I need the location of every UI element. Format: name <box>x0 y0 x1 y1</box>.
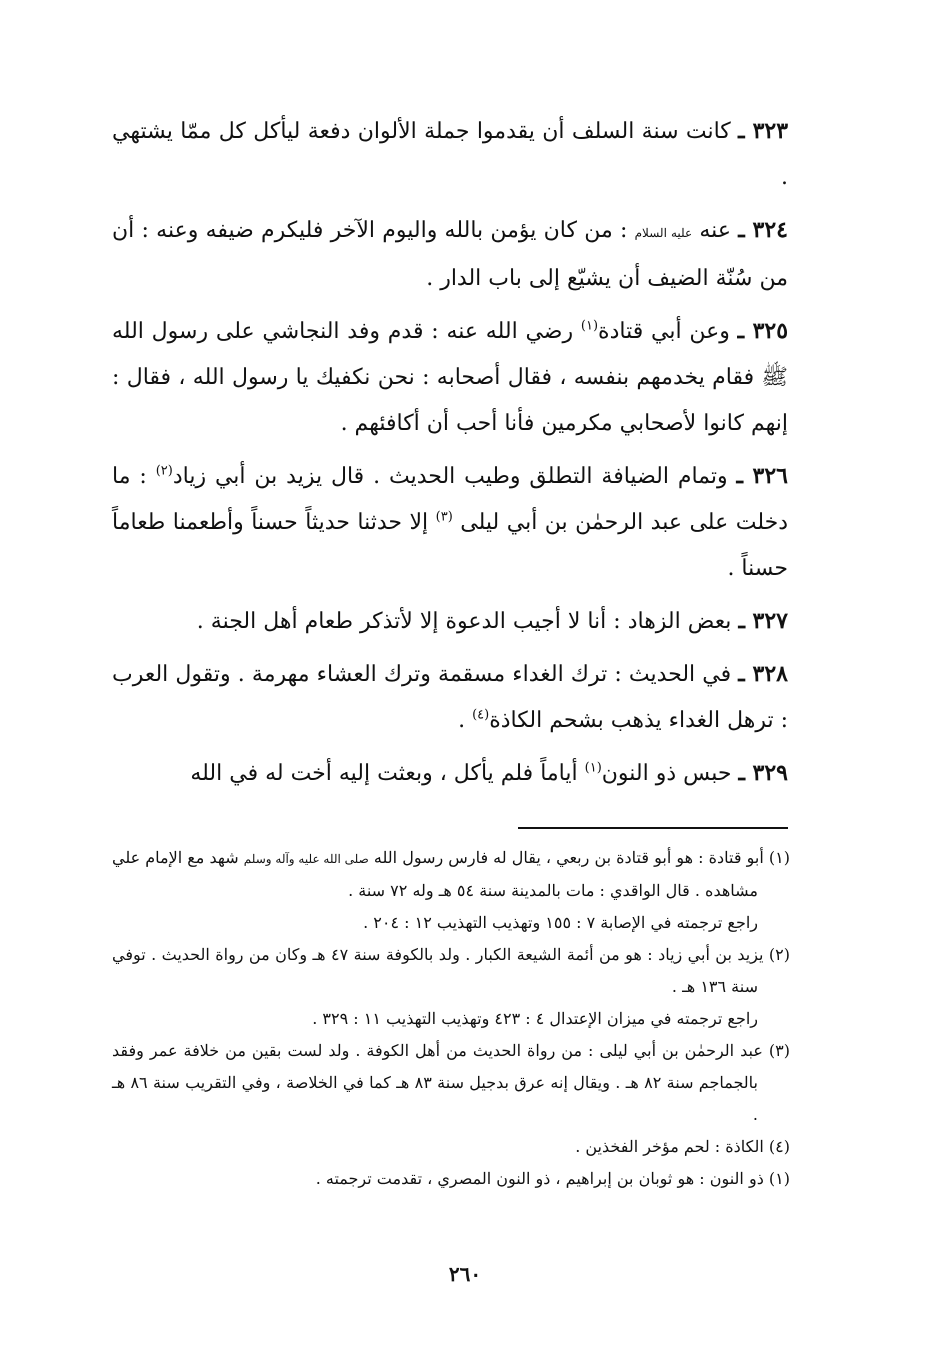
footnote-ref: (١) <box>584 760 602 776</box>
footnote-1 <box>112 842 790 907</box>
honorific-mark: صلى الله عليه وآله وسلم <box>243 852 369 866</box>
entry-323 <box>112 108 788 201</box>
entry-text: أياماً فلم يأكل ، وبعثت إليه أخت له في الله <box>190 761 578 786</box>
entry-text: في الحديث : ترك الغداء مسقمة وترك العشاء مهرمة . وتقول العرب : ترهل الغداء يذهب بشحم الكاذة <box>112 662 788 733</box>
entry-number: ٣٢٣ ـ <box>738 118 789 144</box>
footnote-text: ذو النون : هو ثوبان بن إبراهيم ، ذو النون المصري ، تقدمت ترجمته . <box>315 1169 764 1188</box>
entry-326 <box>112 453 788 592</box>
entry-328 <box>112 651 788 744</box>
entry-text: عنه <box>699 218 731 243</box>
entry-number: ٣٢٤ ـ <box>738 217 788 243</box>
footnote-label: (٣) <box>768 1041 791 1060</box>
footnote-text: الكاذة : لحم مؤخر الفخذين . <box>575 1137 764 1156</box>
footnote-4 <box>112 1131 790 1163</box>
entry-text: . <box>458 708 466 733</box>
footnote-ref: (١) <box>580 318 599 334</box>
entry-text: بعض الزهاد : أنا لا أجيب الدعوة إلا لأتذكر طعام أهل الجنة . <box>196 609 732 634</box>
footnote-text: عبد الرحمٰن بن أبي ليلى : من رواة الحديث من أهل الكوفة . ولد لست بقين من خلافة عمر وفقد بالجماجم سنة ٨٢ هـ . ويقال إنه عرق بدجيل سنة ٨٣ هـ كما في الخلاصة ، وفي التقريب سنة ٨٦ هـ . <box>112 1041 763 1124</box>
footnote-divider <box>518 827 788 829</box>
entry-327 <box>112 598 788 645</box>
entry-325 <box>112 308 788 447</box>
entry-text: كانت سنة السلف أن يقدموا جملة الألوان دفعة ليأكل كل ممّا يشتهي . <box>112 119 788 190</box>
entry-text: : ما دخلت على عبد الرحمٰن بن أبي ليلى <box>112 464 788 535</box>
footnote-1-reference <box>112 907 790 939</box>
footnote-text: يزيد بن أبي زياد : هو من أئمة الشيعة الكبار . ولد بالكوفة سنة ٤٧ هـ وكان من رواة الحديث . توفي سنة ١٣٦ هـ . <box>112 945 764 996</box>
footnote-label: (١) <box>768 848 790 867</box>
footnote-ref: (٢) <box>155 463 173 479</box>
footnote-ref: (٣) <box>435 509 453 525</box>
entry-number: ٣٢٧ ـ <box>738 608 788 634</box>
entry-text: : من كان يؤمن بالله واليوم الآخر فليكرم ضيفه وعنه : أن من سُنّة الضيف أن يشيّع إلى باب الدار . <box>112 218 788 291</box>
footnote-text: راجع ترجمته في الإصابة ٧ : ١٥٥ وتهذيب التهذيب ١٢ : ٢٠٤ . <box>363 913 758 932</box>
footnote-2 <box>112 939 790 1003</box>
footnote-2-reference <box>112 1003 790 1035</box>
entry-number: ٣٢٨ ـ <box>738 661 788 687</box>
footnote-text: راجع ترجمته في ميزان الإعتدال ٤ : ٤٢٣ وتهذيب التهذيب ١١ : ٣٢٩ . <box>312 1009 758 1028</box>
entry-number: ٣٢٦ ـ <box>736 463 788 489</box>
entry-text: وتمام الضيافة التطلق وطيب الحديث . قال يزيد بن أبي زياد <box>172 464 728 489</box>
footnote-5 <box>112 1163 790 1195</box>
entry-number: ٣٢٩ ـ <box>738 760 788 786</box>
entry-324 <box>112 207 788 302</box>
footnote-ref: (٤) <box>472 707 490 723</box>
footnote-3 <box>112 1035 790 1131</box>
entry-text: رضي الله عنه : قدم وفد النجاشي على رسول الله ﷺ فقام يخدمهم بنفسه ، فقال أصحابه : نحن نكفيك يا رسول الله ، فقال : إنهم كانوا لأصحابي مكرمين فأنا أحب أن أكافئهم . <box>112 319 788 436</box>
footnote-label: (٤) <box>768 1137 790 1156</box>
entry-number: ٣٢٥ ـ <box>737 318 789 344</box>
footnote-label: (٢) <box>768 945 791 964</box>
footnote-label: (١) <box>768 1169 790 1188</box>
entry-text: إلا حدثنا حديثاً حسناً وأطعمنا طعاماً حسناً . <box>112 510 788 581</box>
footnote-text: أبو قتادة : هو أبو قتادة بن ربعي ، يقال له فارس رسول الله <box>373 848 764 867</box>
page-number: ٢٦٠ <box>448 1262 482 1286</box>
footnotes <box>112 842 790 1195</box>
honorific-mark: عليه السلام <box>634 226 693 240</box>
entry-text: وعن أبي قتادة <box>598 319 730 344</box>
footnote-text: شهد مع الإمام علي مشاهده . قال الواقدي : مات بالمدينة سنة ٥٤ هـ وله ٧٢ سنة . <box>112 848 758 900</box>
entry-text: حبس ذو النون <box>601 761 732 786</box>
main-text <box>112 108 788 803</box>
entry-329 <box>112 750 788 797</box>
